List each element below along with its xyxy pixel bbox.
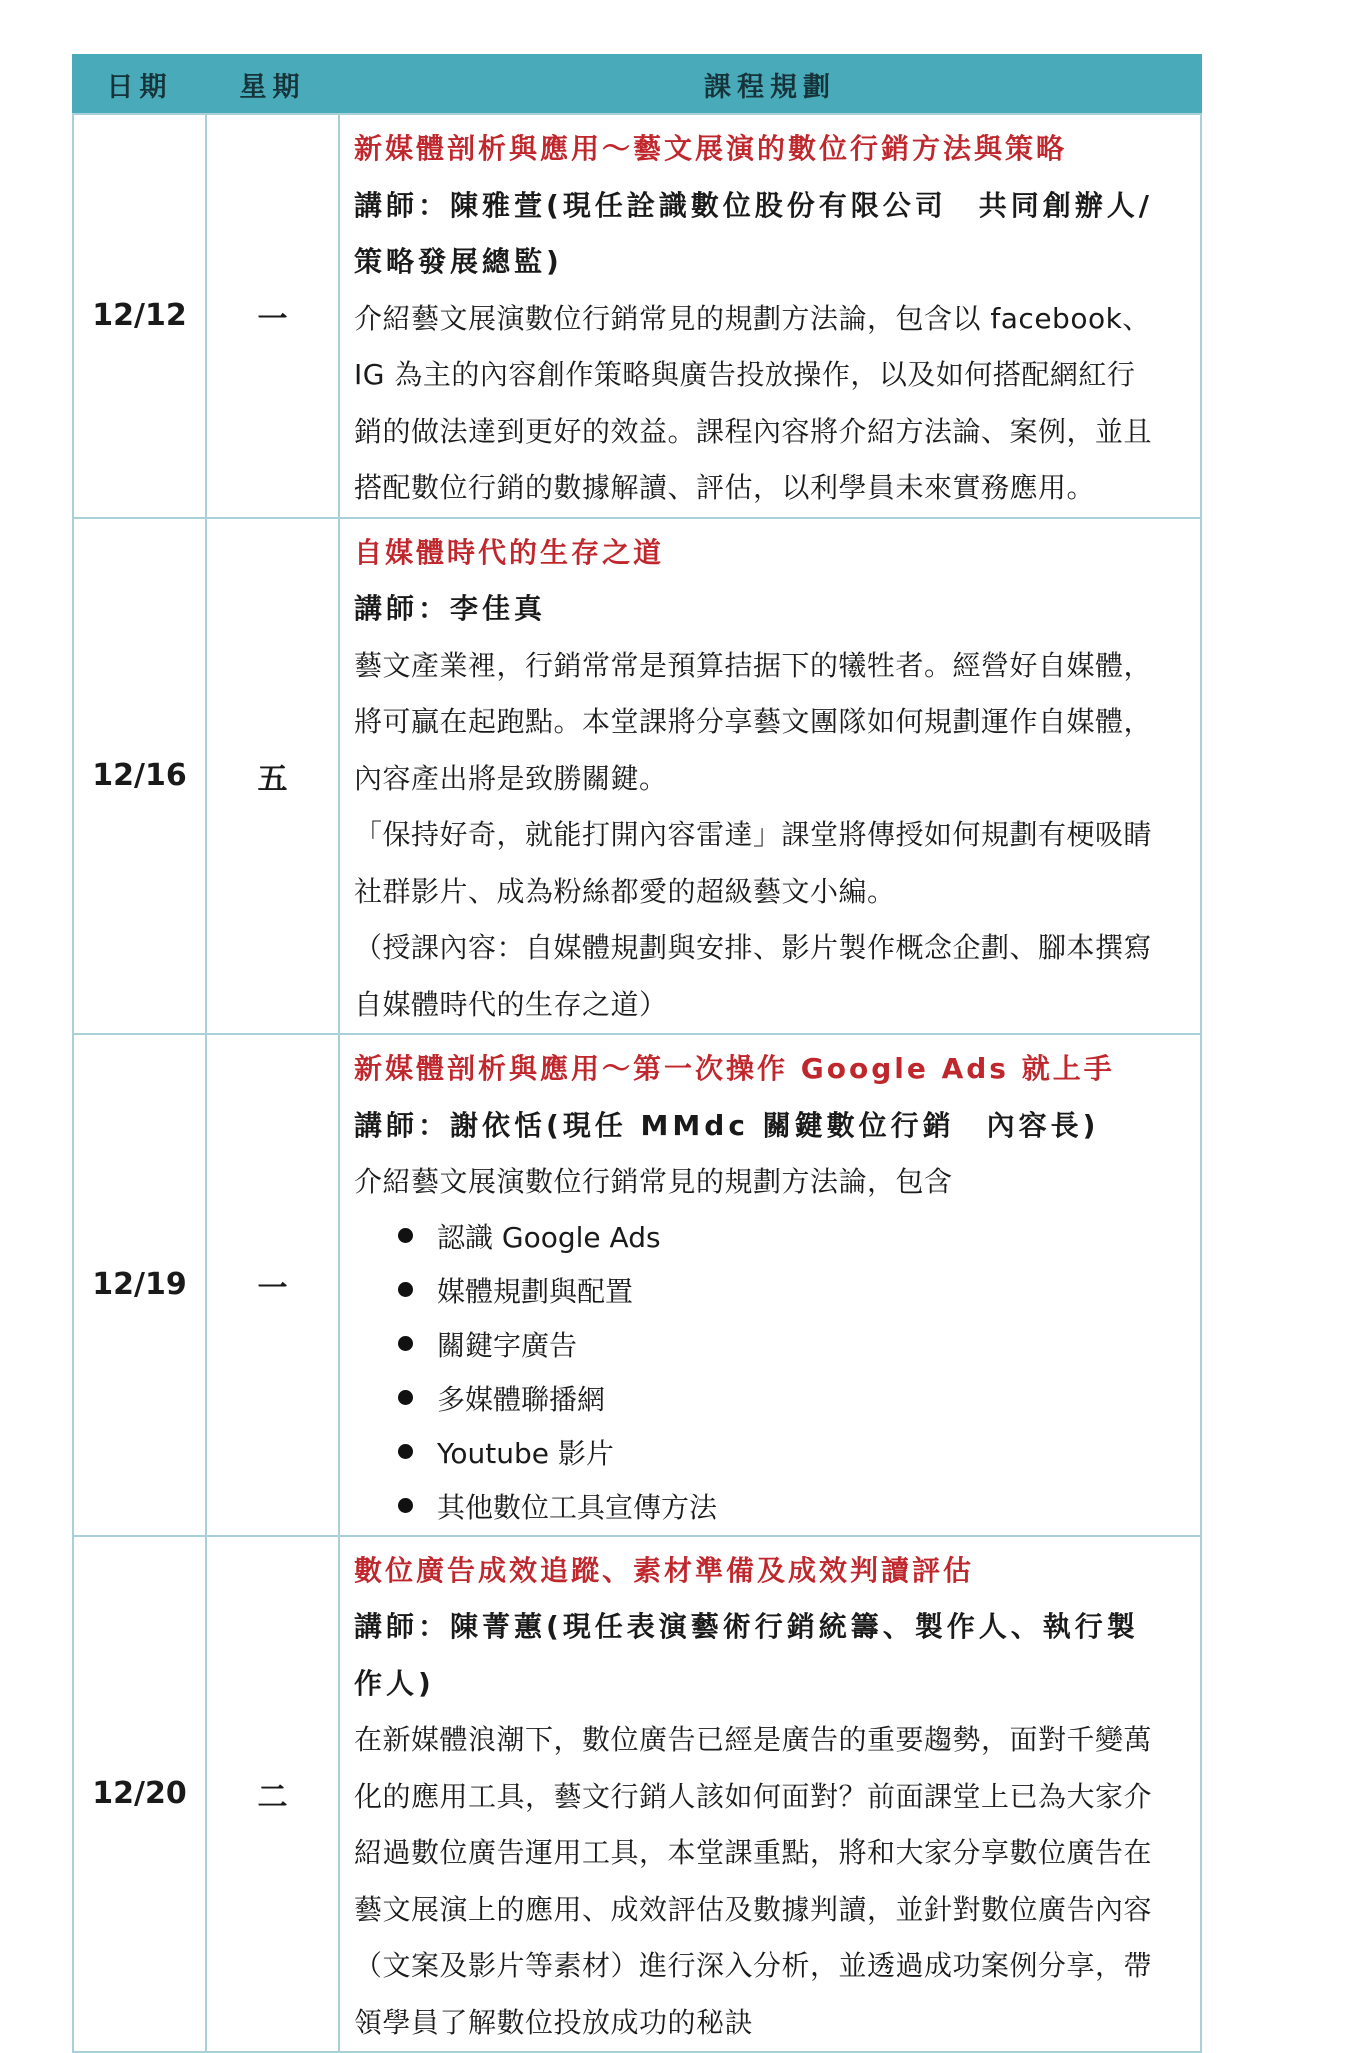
list-item-text: 媒體規劃與配置: [437, 1274, 634, 1308]
list-item: [398, 1265, 1188, 1319]
list-item: [398, 1211, 1188, 1265]
session-date: 12/19: [73, 1034, 206, 1536]
body-text-line: 領學員了解數位投放成功的秘訣: [354, 2005, 754, 2039]
body-text-line: IG 為主的內容創作策略與廣告投放操作，以及如何搭配網紅行: [354, 358, 1136, 391]
body-text-line: 介紹藝文展演數位行銷常見的規劃方法論，包含以 facebook、: [354, 301, 1151, 335]
instructor-line: 講師：李佳真: [354, 592, 547, 625]
session-weekday: 五: [206, 518, 339, 1035]
list-item-text: 多媒體聯播網: [437, 1382, 606, 1416]
body-text-line: 銷的做法達到更好的效益。課程內容將介紹方法論、案例，並且: [354, 414, 1153, 448]
body-text-line: 社群影片、成為粉絲都愛的超級藝文小編。: [354, 874, 896, 908]
bullet-dot-icon: [398, 1444, 413, 1459]
body-text-line: 化的應用工具，藝文行銷人該如何面對？前面課堂上已為大家介: [354, 1779, 1153, 1813]
list-item-text: 關鍵字廣告: [437, 1328, 578, 1362]
bullet-dot-icon: [398, 1336, 413, 1351]
table-row: [73, 114, 1201, 518]
body-text-line: 將可贏在起跑點。本堂課將分享藝文團隊如何規劃運作自媒體，: [354, 705, 1153, 738]
body-text-line: 藝文展演上的應用、成效評估及數據判讀，並針對數位廣告內容: [354, 1892, 1153, 1926]
body-text-line: 搭配數位行銷的數據解讀、評估，以利學員未來實務應用。: [354, 471, 1096, 504]
bullet-dot-icon: [398, 1498, 413, 1513]
instructor-line: 講師：陳菁蕙(現任表演藝術行銷統籌、製作人、執行製: [354, 1610, 1139, 1643]
list-item: [398, 1427, 1188, 1481]
session-description: [339, 1034, 1201, 1536]
list-item-text: Youtube 影片: [437, 1436, 614, 1470]
instructor-line: 作人): [354, 1666, 435, 1700]
course-title: 新媒體剖析與應用～藝文展演的數位行銷方法與策略: [354, 132, 1068, 165]
instructor-line: 策略發展總監): [354, 245, 563, 278]
session-date: 12/16: [73, 518, 206, 1035]
body-text-line: 在新媒體浪潮下，數位廣告已經是廣告的重要趨勢，面對千變萬: [354, 1723, 1153, 1756]
course-title: 自媒體時代的生存之道: [354, 535, 665, 569]
session-description: [339, 518, 1201, 1035]
body-text-line: （授課內容：自媒體規劃與安排、影片製作概念企劃、腳本撰寫: [354, 931, 1153, 964]
session-description: [339, 1536, 1201, 2053]
instructor-line: 講師：謝依恬(現任 MMdc 關鍵數位行銷 內容長): [354, 1108, 1100, 1142]
table-row: [73, 518, 1201, 1035]
session-weekday: 二: [206, 1536, 339, 2053]
table-header-row: [73, 55, 1201, 114]
bullet-dot-icon: [398, 1228, 413, 1243]
body-text-line: 內容產出將是致勝關鍵。: [354, 761, 668, 795]
body-text-line: 藝文產業裡，行銷常常是預算拮据下的犧牲者。經營好自媒體，: [354, 648, 1153, 682]
list-item: [398, 1319, 1188, 1373]
list-item: [398, 1373, 1188, 1427]
list-item-text: 認識 Google Ads: [437, 1220, 661, 1254]
session-weekday: 一: [206, 114, 339, 518]
bullet-dot-icon: [398, 1390, 413, 1405]
list-item: [398, 1481, 1188, 1535]
course-title: 數位廣告成效追蹤、素材準備及成效判讀評估: [354, 1553, 975, 1587]
table-row: [73, 1536, 1201, 2053]
header-weekday: 星期: [206, 55, 339, 114]
body-text-line: 自媒體時代的生存之道）: [354, 987, 668, 1021]
instructor-line: 講師：陳雅萱(現任詮識數位股份有限公司 共同創辦人/: [354, 188, 1154, 222]
course-schedule-table: [72, 54, 1202, 2053]
header-course-plan: 課程規劃: [339, 55, 1201, 114]
session-weekday: 一: [206, 1034, 339, 1536]
session-description: [339, 114, 1201, 518]
course-title: 新媒體剖析與應用～第一次操作 Google Ads 就上手: [354, 1052, 1115, 1085]
session-date: 12/20: [73, 1536, 206, 2053]
table-row: [73, 1034, 1201, 1536]
header-date: 日期: [73, 55, 206, 114]
session-date: 12/12: [73, 114, 206, 518]
topic-bullet-list: [354, 1211, 1188, 1535]
body-text-line: 「保持好奇，就能打開內容雷達」課堂將傳授如何規劃有梗吸睛: [354, 818, 1153, 851]
list-item-text: 其他數位工具宣傳方法: [437, 1490, 718, 1524]
bullet-dot-icon: [398, 1282, 413, 1297]
body-text-line: 介紹藝文展演數位行銷常見的規劃方法論，包含: [354, 1165, 953, 1198]
body-text-line: （文案及影片等素材）進行深入分析，並透過成功案例分享，帶: [354, 1949, 1153, 1982]
body-text-line: 紹過數位廣告運用工具，本堂課重點，將和大家分享數位廣告在: [354, 1836, 1153, 1869]
